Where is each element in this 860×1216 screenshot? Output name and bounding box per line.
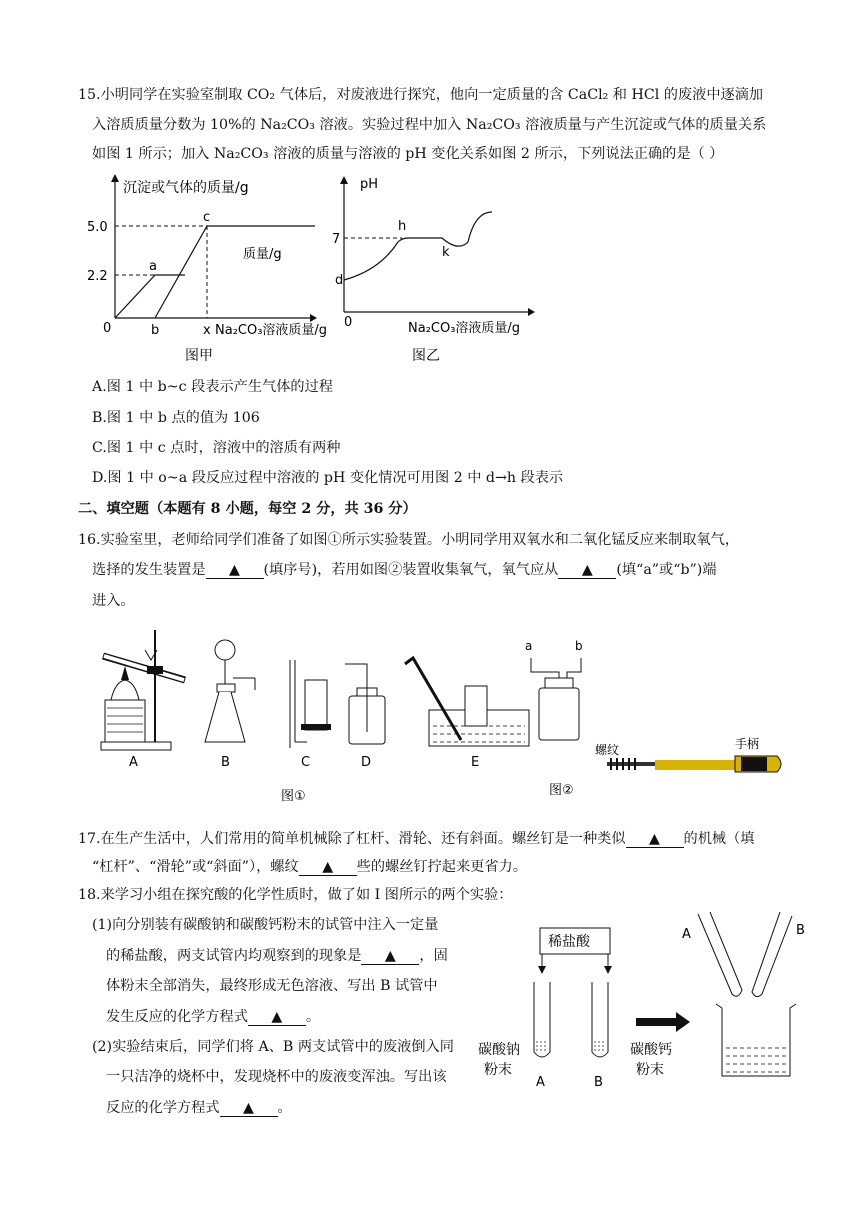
fig2-xlabel: Na₂CO₃溶液质量/g: [408, 321, 521, 336]
fig1-caption: 图甲: [185, 348, 213, 364]
q18-p2-line-1: (2)实验结束后，同学们将 A、B 两支试管中的废液倒入同: [92, 1039, 454, 1055]
q18-p2-text-b: 。: [277, 1100, 292, 1116]
q16-text-c: (填“a”或“b”)端: [616, 562, 717, 578]
pour-tube-b: [752, 912, 792, 997]
q17-text-c: “杠杆”、“滑轮”或“斜面”），螺纹: [92, 859, 299, 875]
fig1-x-arrow: [310, 314, 317, 322]
q16-text-a: 选择的发生装置是: [92, 562, 206, 578]
q16-blank-2[interactable]: ▲: [558, 562, 616, 579]
fig2-caption: 图乙: [412, 348, 440, 364]
fig1-y-arrow: [111, 174, 119, 182]
label-screw-thread: 螺纹: [595, 743, 620, 757]
label-e: E: [471, 755, 480, 770]
q18-p1-line-2: [106, 945, 448, 967]
port-b: b: [575, 639, 583, 653]
apparatus-figure: [95, 630, 795, 810]
fig2-ph-curve: [344, 212, 492, 280]
q16-blank-1[interactable]: ▲: [206, 562, 264, 579]
apparatus-b: [205, 640, 255, 770]
fig2-point-k: k: [442, 245, 450, 260]
q18-blank-2[interactable]: ▲: [248, 1009, 306, 1026]
pour-tube-a: [698, 912, 742, 996]
figure-yi: [330, 170, 540, 370]
fig1-gas-line: [115, 275, 185, 318]
fig2-point-h: h: [398, 219, 407, 234]
acid-label: 稀盐酸: [548, 934, 590, 950]
q16-line-2: [92, 559, 717, 581]
q18-line-1: 18.来学习小组在探究酸的化学性质时，做了如 I 图所示的两个实验：: [78, 887, 513, 903]
pour-arrow: [636, 1012, 690, 1032]
section-2-header: 二、填空题（本题有 8 小题，每空 2 分，共 36 分）: [78, 501, 417, 517]
q18-p1-text-c: 发生反应的化学方程式: [106, 1009, 248, 1025]
label-d: D: [361, 755, 372, 770]
fig1-origin: 0: [103, 321, 112, 336]
q18-blank-1[interactable]: ▲: [361, 948, 419, 965]
fig2-caption: 图②: [549, 783, 574, 798]
q17-line-2: [92, 856, 527, 878]
tube-label-b: B: [594, 1075, 603, 1090]
left-powder-2: 粉末: [484, 1062, 512, 1078]
fig1-point-c: c: [203, 210, 211, 225]
pour-label-a: A: [682, 927, 691, 942]
fig1-ylabel: 沉淀或气体的质量/g: [123, 180, 249, 196]
apparatus-fig2: [525, 639, 583, 798]
q18-p1-text-d: 。: [305, 1009, 321, 1025]
fig1-point-x: x: [203, 323, 211, 338]
q15-line-1: 15.小明同学在实验室制取 CO₂ 气体后，对废液进行探究，他向一定质量的含 CaCl₂ 和 HCl 的废液中逐滴加: [78, 87, 764, 103]
label-b: B: [221, 755, 230, 770]
q17-text-a: 17.在生产生活中，人们常用的简单机械除了杠杆、滑轮、还有斜面。螺丝钉是一种类似: [78, 831, 626, 847]
fig1-caption-apparatus: 图①: [281, 789, 306, 804]
fig2-ytick-7: 7: [332, 232, 341, 247]
apparatus-a: [101, 630, 185, 770]
right-powder-2: 粉末: [636, 1062, 664, 1078]
label-a: A: [129, 755, 138, 770]
fig1-point-b: b: [151, 323, 160, 338]
q18-p1-text-b: ，固: [419, 948, 448, 964]
q18-p1-line-3: 体粉末全部消失，最终形成无色溶液、写出 B 试管中: [106, 978, 438, 994]
q16-line-3: 进入。: [92, 593, 135, 609]
q15-option-a: A.图 1 中 b~c 段表示产生气体的过程: [92, 379, 333, 395]
q15-line-3: 如图 1 所示；加入 Na₂CO₃ 溶液的质量与溶液的 pH 变化关系如图 2 所示，下列说法正确的是（ ）: [92, 146, 724, 162]
tube-label-a: A: [536, 1075, 545, 1090]
label-c: C: [301, 755, 311, 770]
beaker: [716, 1004, 796, 1076]
q18-blank-3[interactable]: ▲: [220, 1100, 278, 1117]
q18-p2-text-a: 反应的化学方程式: [106, 1100, 220, 1116]
screwdriver-illustration: [595, 736, 781, 772]
q15-option-d: D.图 1 中 o~a 段反应过程中溶液的 pH 变化情况可用图 2 中 d→h 段表示: [92, 470, 564, 486]
figure-jia: [85, 170, 345, 370]
right-powder-1: 碳酸钙: [630, 1042, 672, 1058]
q16-line-1: 16.实验室里，老师给同学们准备了如图①所示实验装置。小明同学用双氧水和二氧化锰反应来制取氧气，: [78, 532, 740, 548]
fig2-x-arrow: [528, 308, 535, 316]
q18-figure: [470, 912, 830, 1102]
q17-text-b: 的机械（填: [683, 831, 755, 847]
q18-p1-line-1: (1)向分别装有碳酸钠和碳酸钙粉末的试管中注入一定量: [92, 917, 439, 933]
q17-blank-1[interactable]: ▲: [626, 831, 684, 848]
fig1-xlabel: Na₂CO₃溶液质量/g: [215, 323, 328, 338]
q18-p1-line-4: [106, 1006, 320, 1028]
q17-text-d: 些的螺丝钉拧起来更省力。: [356, 859, 527, 875]
q18-p2-line-2: 一只洁净的烧杯中，发现烧杯中的废液变浑浊。写出该: [106, 1069, 447, 1085]
apparatus-e: [405, 658, 529, 770]
q15-option-b: B.图 1 中 b 点的值为 106: [92, 410, 260, 426]
q17-blank-2[interactable]: ▲: [299, 859, 357, 876]
fig1-point-a: a: [149, 259, 157, 274]
label-handle: 手柄: [735, 737, 760, 751]
q15-line-2: 入溶质质量分数为 10%的 Na₂CO₃ 溶液。实验过程中加入 Na₂CO₃ 溶液质量与产生沉淀或气体的质量关系: [92, 117, 767, 133]
q18-p2-line-3: [106, 1097, 292, 1119]
fig2-origin: 0: [344, 315, 353, 330]
port-a: a: [525, 639, 533, 653]
fig2-y-arrow: [340, 176, 348, 184]
fig1-precip-line: [155, 226, 315, 318]
q15-option-c: C.图 1 中 c 点时，溶液中的溶质有两种: [92, 440, 341, 456]
q16-text-b: (填序号)，若用如图②装置收集氧气，氧气应从: [263, 562, 559, 578]
fig1-ytick-22: 2.2: [87, 269, 108, 284]
fig1-inner-label: 质量/g: [243, 247, 282, 262]
fig1-ytick-5: 5.0: [87, 220, 108, 235]
q18-p1-text-a: 的稀盐酸，两支试管内均观察到的现象是: [106, 948, 362, 964]
fig2-ylabel: pH: [360, 177, 379, 192]
left-powder-1: 碳酸钠: [478, 1042, 520, 1058]
apparatus-c: [290, 660, 331, 770]
fig2-point-d: d: [335, 273, 344, 288]
pour-label-b: B: [796, 923, 805, 938]
q17-line-1: [78, 828, 754, 850]
apparatus-d: [345, 664, 385, 770]
